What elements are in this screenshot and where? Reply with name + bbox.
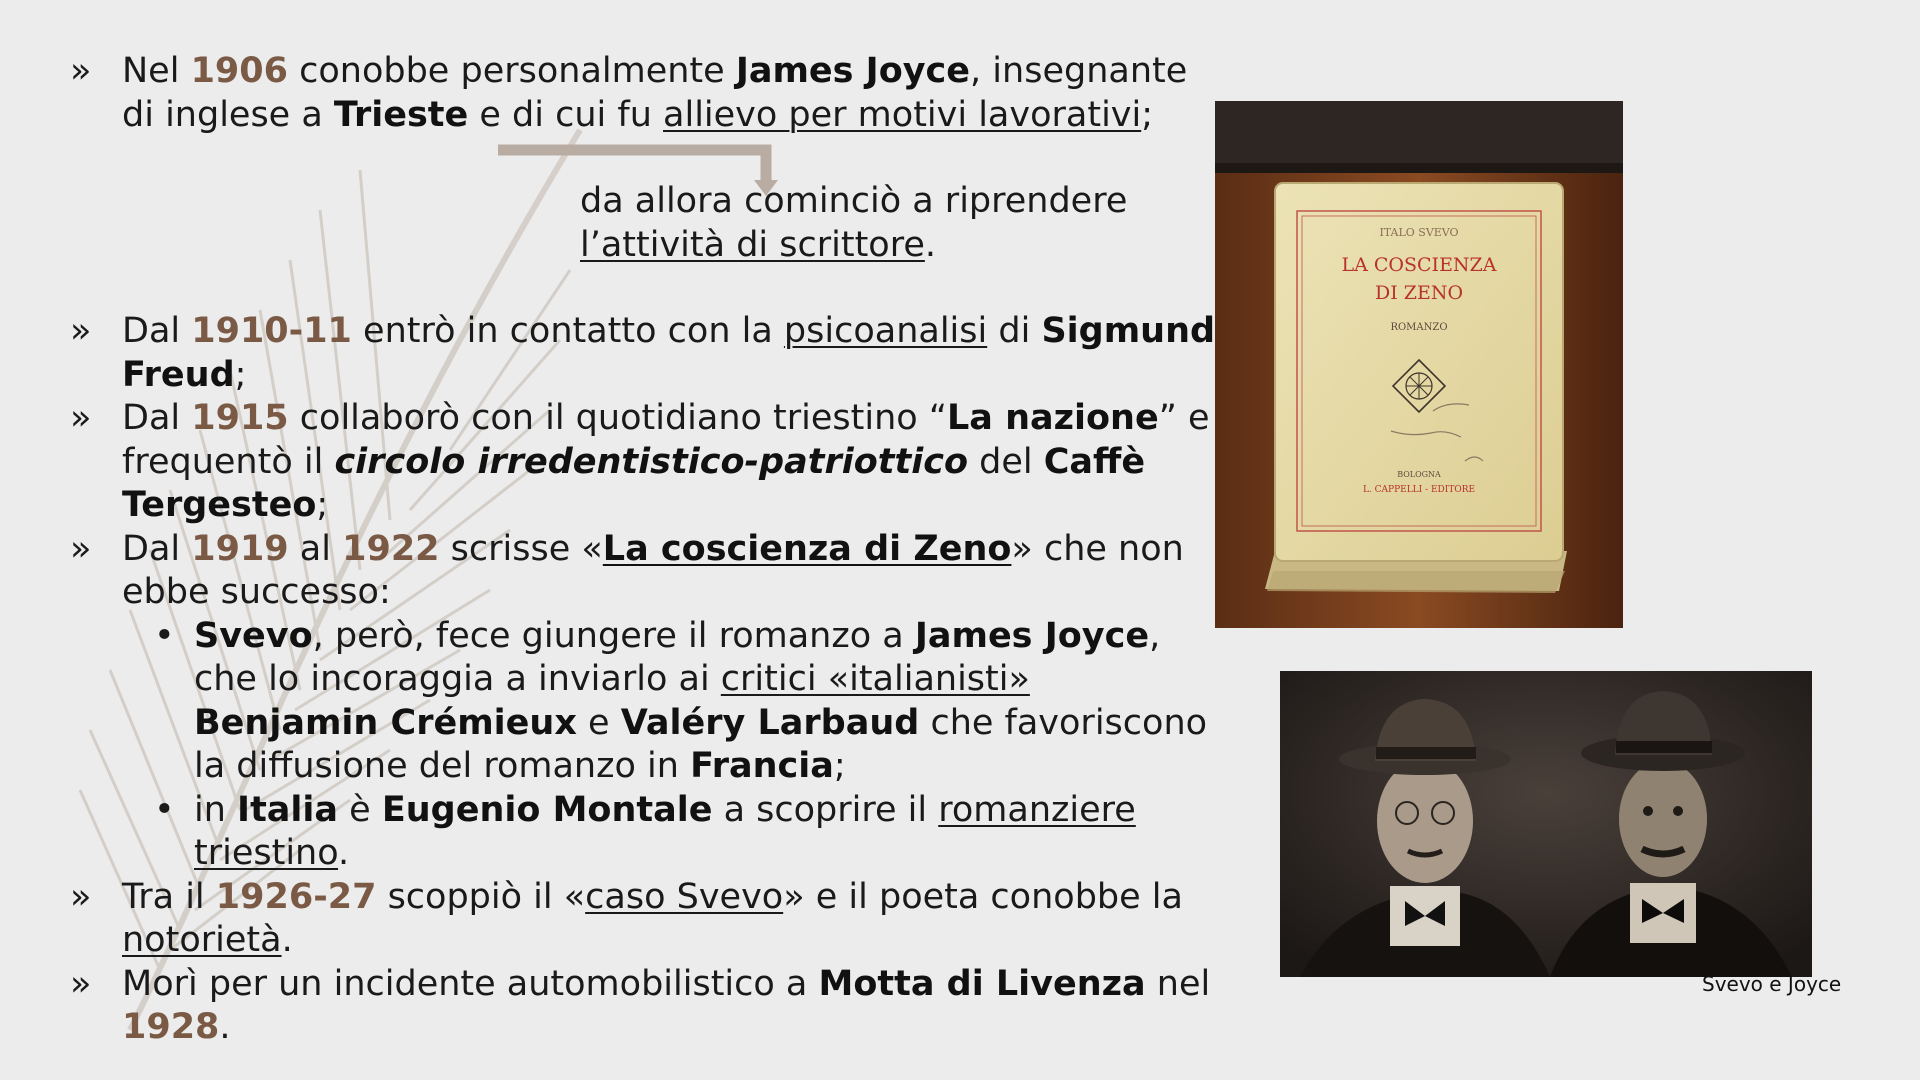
name-svevo: Svevo [194, 615, 313, 656]
sub-bullet-svevo-cont3: la diffusione del romanzo in Francia; [194, 746, 846, 786]
cafe-name: Caffè [1043, 441, 1146, 482]
book-title-line2: DI ZENO [1374, 282, 1464, 304]
book-publisher: L. CAPPELLI - EDITORE [1362, 485, 1476, 495]
name-joyce: James Joyce [735, 51, 971, 91]
bullet-marker: » [70, 398, 92, 438]
bullet-1926-cont: notorietà. [122, 920, 293, 960]
link-notorieta: notorietà [122, 920, 282, 960]
bullet-1915-cont: frequentò il circolo irredentistico-patriottico del Caffè [122, 441, 1146, 482]
bullet-1919: » Dal 1919 al 1922 scrisse «La coscienza di Zeno» che non [70, 528, 1170, 572]
place-motta: Motta di Livenza [818, 963, 1146, 1004]
link-caso-svevo: caso Svevo [585, 876, 784, 917]
book-title-line1: LA COSCIENZA [1341, 254, 1497, 276]
main-text [70, 50, 1216, 1050]
name-joyce: James Joyce [914, 615, 1150, 656]
svevo-joyce-portrait [1280, 671, 1812, 977]
bullet-1919-cont: ebbe successo: [122, 572, 391, 612]
link-triestino: triestino [194, 833, 339, 873]
bullet-1928: » Morì per un incidente automobilistico a Motta di Livenza nel [70, 963, 1170, 1007]
bullet-marker: » [70, 876, 92, 917]
circle-name: circolo irredentistico-patriottico [334, 441, 968, 482]
name-freud: Freud [122, 354, 235, 395]
book-title: La coscienza di Zeno [602, 528, 1012, 569]
sub-bullet-svevo: • Svevo, però, fece giungere il romanzo a James Joyce, [70, 615, 1170, 659]
link-psicoanalisi: psicoanalisi [783, 311, 988, 351]
bullet-marker: » [70, 51, 92, 91]
name-montale: Eugenio Montale [381, 789, 713, 830]
year: 1906 [190, 51, 288, 91]
year: 1910-11 [191, 311, 352, 351]
sub-bullet-svevo-cont2: Benjamin Crémieux e Valéry Larbaud che favoriscono [194, 702, 1208, 743]
book-author: ITALO SVEVO [1379, 226, 1459, 239]
name-sigmund: Sigmund [1041, 311, 1216, 351]
bullet-1928-cont: 1928. [122, 1007, 231, 1047]
bullet-1910: » Dal 1910-11 entrò in contatto con la psicoanalisi di Sigmund [70, 310, 1170, 354]
bullet-marker: » [70, 963, 92, 1004]
link-scrittore: l’attività di scrittore [580, 224, 925, 265]
note-line-2: l’attività di scrittore. [580, 224, 937, 265]
cafe-name-2: Tergesteo [122, 485, 317, 525]
year: 1922 [342, 528, 440, 569]
name-cremieux: Benjamin Crémieux [194, 702, 577, 743]
bullet-1915: » Dal 1915 collaborò con il quotidiano triestino “La nazione” e [70, 397, 1170, 441]
bullet-1915-cont2: Tergesteo; [122, 485, 329, 525]
year: 1926-27 [215, 876, 377, 917]
year: 1928 [122, 1007, 220, 1047]
link-critici: critici «italianisti» [720, 659, 1030, 699]
bullet-1906-cont: di inglese a Trieste e di cui fu allievo per motivi lavorativi; [122, 94, 1154, 135]
sub-bullet-italia-cont: triestino. [194, 833, 350, 873]
sub-bullet-italia: • in Italia è Eugenio Montale a scoprire il romanziere [70, 789, 1170, 833]
link-allievo: allievo per motivi lavorativi [663, 94, 1142, 135]
book-genre: ROMANZO [1390, 322, 1448, 333]
year: 1919 [191, 528, 289, 569]
country-francia: Francia [690, 746, 834, 786]
country-italia: Italia [237, 789, 339, 830]
city-trieste: Trieste [333, 94, 469, 135]
sub-bullet-svevo-cont: che lo incoraggia a inviarlo ai critici «italianisti» [194, 659, 1030, 699]
bullet-marker: » [70, 528, 92, 569]
newspaper-name: La nazione [946, 398, 1159, 438]
bullet-1906: » Nel 1906 conobbe personalmente James Joyce, insegnante [70, 50, 1170, 94]
bullet-marker: » [70, 311, 92, 351]
sub-bullet-marker: • [154, 789, 175, 830]
name-larbaud: Valéry Larbaud [620, 702, 920, 743]
bullet-1926: » Tra il 1926-27 scoppiò il «caso Svevo» e il poeta conobbe la [70, 876, 1170, 920]
sub-bullet-marker: • [154, 615, 175, 656]
portrait-caption: Svevo e Joyce [1702, 972, 1842, 996]
book-city: BOLOGNA [1397, 470, 1441, 479]
book-cover-photo [1215, 101, 1623, 628]
link-romanziere: romanziere [938, 789, 1136, 830]
bullet-1910-cont: Freud; [122, 354, 247, 395]
note-line-1: da allora cominciò a riprendere [580, 181, 1128, 221]
year: 1915 [191, 398, 289, 438]
